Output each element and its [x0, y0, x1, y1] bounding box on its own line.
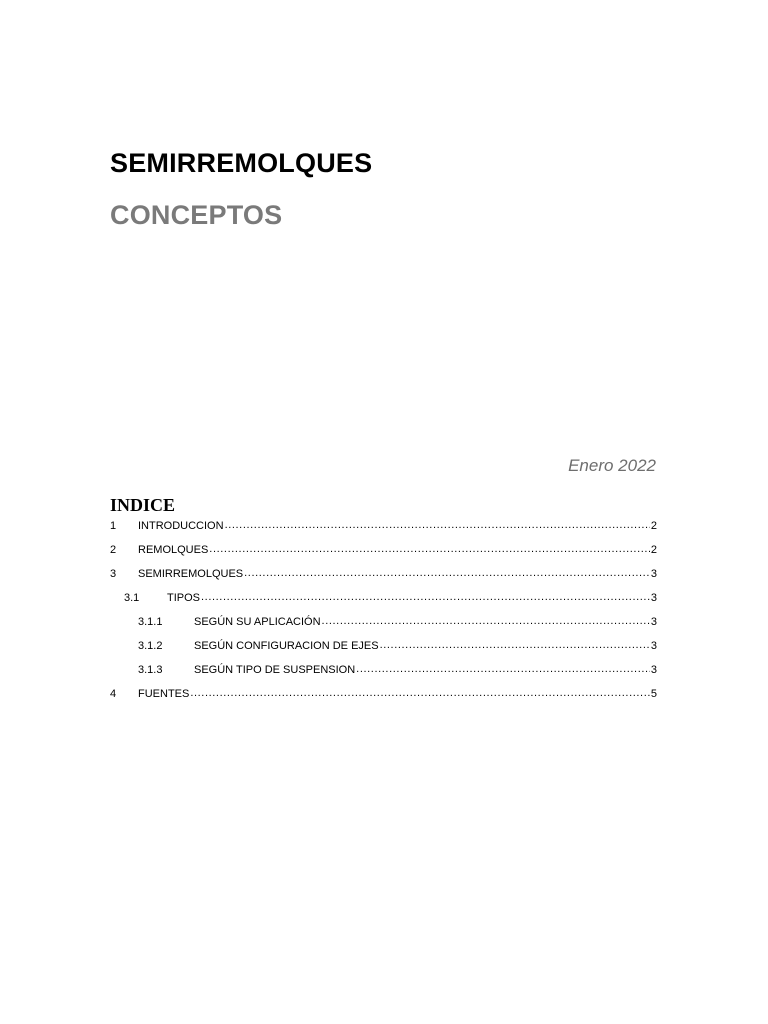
- toc-entry-number: 3: [110, 568, 117, 580]
- document-title: SEMIRREMOLQUES: [110, 148, 373, 178]
- toc-entry-page: 5: [650, 688, 657, 700]
- toc-entry-number: 3.1.3: [138, 664, 163, 676]
- toc-entry[interactable]: [110, 658, 657, 682]
- toc-entry-number: 3.1.1: [138, 616, 163, 628]
- toc-entry-number: 3.1.2: [138, 640, 163, 652]
- toc-entry-number: 2: [110, 544, 117, 556]
- toc-dot-leader: [244, 561, 650, 585]
- toc-entry-page: 2: [650, 544, 657, 556]
- toc-dot-leader: [380, 633, 650, 657]
- toc-entry[interactable]: [110, 514, 657, 538]
- toc-entry[interactable]: [110, 586, 657, 610]
- toc-entry-page: 2: [650, 520, 657, 532]
- document-subtitle: CONCEPTOS: [110, 200, 283, 230]
- toc-entry[interactable]: [110, 538, 657, 562]
- toc-entry[interactable]: [110, 634, 657, 658]
- toc-entry-page: 3: [650, 616, 657, 628]
- toc-dot-leader: [356, 657, 650, 681]
- toc-entry-number: 1: [110, 520, 117, 532]
- toc-entry[interactable]: [110, 610, 657, 634]
- toc-dot-leader: [322, 609, 650, 633]
- toc-entry-label: SEGÚN SU APLICACIÓN: [194, 616, 321, 628]
- toc-entry-label: INTRODUCCION: [138, 520, 224, 532]
- toc-heading: INDICE: [110, 495, 176, 515]
- toc-entry-page: 3: [650, 640, 657, 652]
- table-of-contents: [110, 514, 657, 706]
- toc-entry[interactable]: [110, 682, 657, 706]
- toc-entry-label: SEGÚN CONFIGURACION DE EJES: [194, 640, 379, 652]
- toc-entry-page: 3: [650, 664, 657, 676]
- toc-entry-page: 3: [650, 592, 657, 604]
- toc-dot-leader: [201, 585, 650, 609]
- toc-entry-label: REMOLQUES: [138, 544, 209, 556]
- toc-entry-label: TIPOS: [167, 592, 201, 604]
- toc-dot-leader: [225, 513, 650, 537]
- toc-entry-label: SEMIRREMOLQUES: [138, 568, 244, 580]
- toc-dot-leader: [190, 681, 650, 705]
- toc-entry-number: 4: [110, 688, 117, 700]
- toc-entry[interactable]: [110, 562, 657, 586]
- document-date: Enero 2022: [568, 456, 656, 475]
- toc-entry-label: SEGÚN TIPO DE SUSPENSION: [194, 664, 356, 676]
- toc-entry-number: 3.1: [124, 592, 140, 604]
- toc-entry-label: FUENTES: [138, 688, 190, 700]
- toc-dot-leader: [209, 537, 650, 561]
- toc-entry-page: 3: [650, 568, 657, 580]
